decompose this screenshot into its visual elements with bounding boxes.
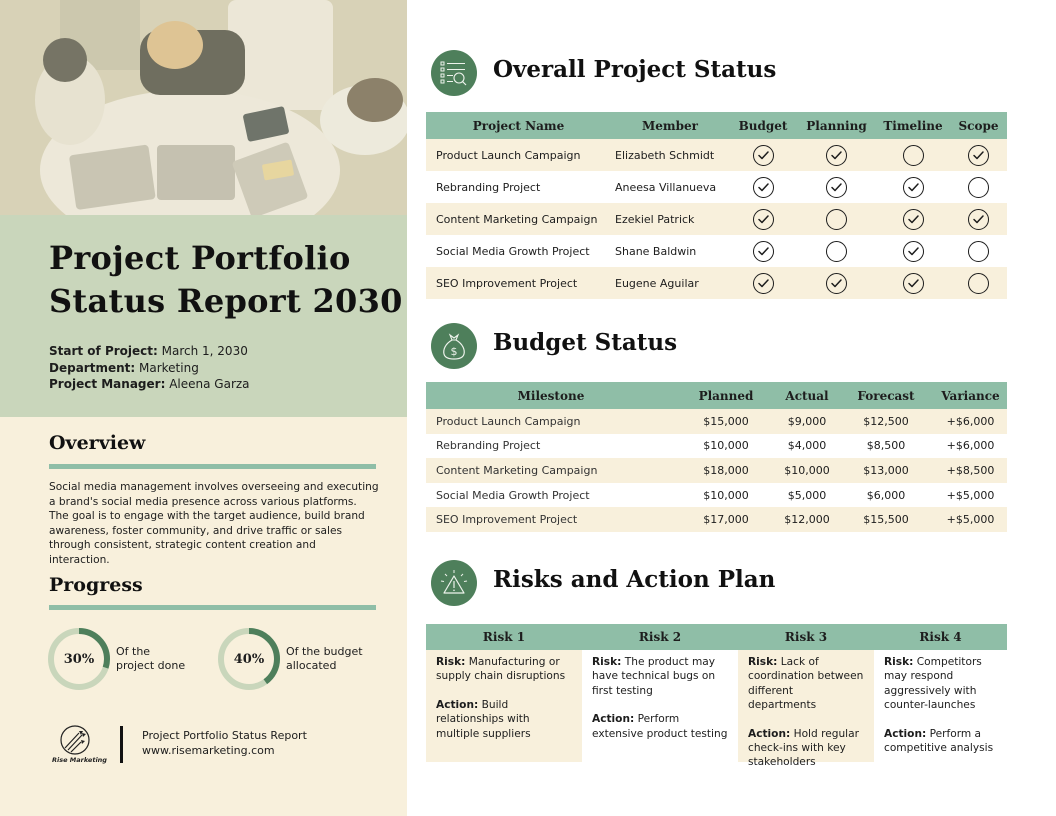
risk-1-risk-text: Manufacturing or supply chain disruptions xyxy=(436,656,566,683)
milestone-cell: Rebranding Project xyxy=(426,434,676,459)
risk-3-title: Risk 3 xyxy=(784,630,828,644)
footer-divider xyxy=(120,726,123,763)
checked-circle-icon xyxy=(903,273,924,294)
planned-cell: $18,000 xyxy=(676,458,776,483)
action-label: Action: xyxy=(884,727,927,740)
actual-cell: $10,000 xyxy=(776,458,838,483)
checked-circle-icon xyxy=(903,241,924,262)
progress-heading: Progress xyxy=(49,574,143,596)
checklist-search-icon xyxy=(431,50,477,96)
empty-circle-icon xyxy=(826,209,847,230)
checked-circle-icon xyxy=(826,145,847,166)
variance-cell: +$5,000 xyxy=(934,483,1007,508)
table-row xyxy=(426,483,1007,508)
project-name-cell: Product Launch Campaign xyxy=(426,139,611,171)
meta-start xyxy=(49,343,250,360)
risk-4-action-text: Perform a competitive analysis xyxy=(884,727,994,755)
member-cell: Ezekiel Patrick xyxy=(611,203,729,235)
meta-department xyxy=(49,360,250,377)
project-name-cell: SEO Improvement Project xyxy=(426,267,611,299)
forecast-cell: $15,500 xyxy=(838,507,934,532)
table-row xyxy=(426,507,1007,532)
checked-circle-icon xyxy=(753,273,774,294)
table-row xyxy=(426,267,1007,299)
logo-text: Rise Marketing xyxy=(52,756,107,764)
checked-circle-icon xyxy=(826,273,847,294)
action-label: Action: xyxy=(436,698,479,711)
planning-status-cell xyxy=(797,203,876,235)
budget-status-cell xyxy=(729,267,797,299)
checked-circle-icon xyxy=(753,145,774,166)
table-header-row xyxy=(426,112,1007,139)
meta-department-label: Department: xyxy=(49,360,136,375)
risk-2-title: Risk 2 xyxy=(638,630,682,644)
meta-manager-value: Aleena Garza xyxy=(169,377,250,391)
col-project-name: Project Name xyxy=(426,112,611,139)
meta-start-label: Start of Project: xyxy=(49,344,158,358)
milestone-cell: Content Marketing Campaign xyxy=(426,458,676,483)
planning-status-cell xyxy=(797,171,876,203)
risk-label: Risk: xyxy=(748,656,778,668)
table-row xyxy=(426,203,1007,235)
actual-cell: $9,000 xyxy=(776,409,838,434)
timeline-status-cell xyxy=(876,267,950,299)
checked-circle-icon xyxy=(968,209,989,230)
overview-text: Social media management involves overseeing and executing a brand's social media presence across various platforms. The goal is to engage with the target audience, build brand awareness, foster community, and drive traffic or sales through consistent, strategic content creation and interaction. xyxy=(49,481,379,566)
meta-start-value: March 1, 2030 xyxy=(161,344,248,358)
col-actual: Actual xyxy=(776,382,838,409)
empty-circle-icon xyxy=(968,273,989,294)
risk-card-3 xyxy=(738,650,874,769)
risks-header-row xyxy=(426,624,1007,650)
table-row xyxy=(426,171,1007,203)
risk-1-action xyxy=(436,698,572,741)
risk-1-risk xyxy=(436,655,572,684)
variance-cell: +$6,000 xyxy=(934,409,1007,434)
checked-circle-icon xyxy=(903,209,924,230)
planning-status-cell xyxy=(797,235,876,267)
risk-label: Risk: xyxy=(592,656,622,668)
table-row xyxy=(426,139,1007,171)
budget-status-heading: Budget Status xyxy=(493,329,678,356)
checked-circle-icon xyxy=(826,177,847,198)
risk-2-risk xyxy=(592,655,728,698)
variance-cell: +$6,000 xyxy=(934,434,1007,459)
checked-circle-icon xyxy=(753,177,774,198)
empty-circle-icon xyxy=(968,241,989,262)
risk-3-risk-text: Lack of coordination between different departments xyxy=(748,656,864,712)
project-name-cell: Social Media Growth Project xyxy=(426,235,611,267)
risk-2-risk-text: The product may have technical bugs on first testing xyxy=(592,656,716,697)
risk-4-action xyxy=(884,727,997,756)
title-block xyxy=(0,215,407,417)
footer-website-link[interactable]: www.risemarketing.com xyxy=(142,744,275,757)
col-forecast: Forecast xyxy=(838,382,934,409)
project-name-cell: Content Marketing Campaign xyxy=(426,203,611,235)
timeline-status-cell xyxy=(876,139,950,171)
risk-2-action-text: Perform extensive product testing xyxy=(592,713,728,740)
budget-status-table xyxy=(426,382,1007,532)
timeline-status-cell xyxy=(876,203,950,235)
overall-status-table xyxy=(426,112,1007,299)
progress-item-project xyxy=(47,627,188,691)
empty-circle-icon xyxy=(903,145,924,166)
svg-text:$: $ xyxy=(450,345,458,358)
empty-circle-icon xyxy=(968,177,989,198)
col-planning: Planning xyxy=(797,112,876,139)
risk-2-action xyxy=(592,712,728,741)
actual-cell: $4,000 xyxy=(776,434,838,459)
member-cell: Shane Baldwin xyxy=(611,235,729,267)
risks-heading: Risks and Action Plan xyxy=(493,566,776,593)
empty-circle-icon xyxy=(826,241,847,262)
report-title xyxy=(49,237,403,323)
timeline-status-cell xyxy=(876,171,950,203)
risk-3-action-text: Hold regular check-ins with key stakeholders xyxy=(748,727,859,769)
forecast-cell: $12,500 xyxy=(838,409,934,434)
col-scope: Scope xyxy=(950,112,1007,139)
timeline-status-cell xyxy=(876,235,950,267)
forecast-cell: $8,500 xyxy=(838,434,934,459)
milestone-cell: SEO Improvement Project xyxy=(426,507,676,532)
budget-status-cell xyxy=(729,171,797,203)
risk-card-1 xyxy=(426,650,582,762)
variance-cell: +$5,000 xyxy=(934,507,1007,532)
table-row xyxy=(426,235,1007,267)
actual-cell: $5,000 xyxy=(776,483,838,508)
scope-status-cell xyxy=(950,235,1007,267)
report-title-line2: Status Report 2030 xyxy=(49,282,403,320)
meta-department-value: Marketing xyxy=(139,360,199,375)
scope-status-cell xyxy=(950,171,1007,203)
col-variance: Variance xyxy=(934,382,1007,409)
table-row xyxy=(426,458,1007,483)
meta-manager-label: Project Manager: xyxy=(49,377,166,391)
table-header-row xyxy=(426,382,1007,409)
col-member: Member xyxy=(611,112,729,139)
scope-status-cell xyxy=(950,267,1007,299)
progress-value: 40% xyxy=(233,651,265,667)
overall-status-heading: Overall Project Status xyxy=(493,56,777,83)
checked-circle-icon xyxy=(903,177,924,198)
project-name-cell: Rebranding Project xyxy=(426,171,611,203)
money-bag-icon xyxy=(431,323,477,369)
report-meta xyxy=(49,343,250,393)
col-timeline: Timeline xyxy=(876,112,950,139)
risk-card-4 xyxy=(874,650,1007,762)
planning-status-cell xyxy=(797,139,876,171)
risk-label: Risk: xyxy=(884,656,914,668)
milestone-cell: Social Media Growth Project xyxy=(426,483,676,508)
risk-3-risk xyxy=(748,655,864,713)
report-title-line1: Project Portfolio xyxy=(49,239,351,277)
checked-circle-icon xyxy=(753,209,774,230)
variance-cell: +$8,500 xyxy=(934,458,1007,483)
action-label: Action: xyxy=(748,727,791,740)
budget-status-cell xyxy=(729,139,797,171)
progress-value: 30% xyxy=(63,651,95,667)
milestone-cell: Product Launch Campaign xyxy=(426,409,676,434)
actual-cell: $12,000 xyxy=(776,507,838,532)
risk-card-2 xyxy=(582,650,738,762)
footer-text xyxy=(142,728,307,758)
member-cell: Aneesa Villanueva xyxy=(611,171,729,203)
planned-cell: $15,000 xyxy=(676,409,776,434)
risk-3-action xyxy=(748,727,864,770)
meta-manager xyxy=(49,376,250,393)
checked-circle-icon xyxy=(968,145,989,166)
warning-triangle-icon xyxy=(431,560,477,606)
action-label: Action: xyxy=(592,713,635,726)
member-cell: Eugene Aguilar xyxy=(611,267,729,299)
overview-heading: Overview xyxy=(49,432,146,454)
progress-ring xyxy=(217,627,281,691)
hero-photo xyxy=(0,0,407,215)
col-planned: Planned xyxy=(676,382,776,409)
risk-label: Risk: xyxy=(436,656,466,668)
col-budget: Budget xyxy=(729,112,797,139)
risk-1-title: Risk 1 xyxy=(482,630,526,644)
progress-label: Of the budget allocated xyxy=(286,645,363,672)
checked-circle-icon xyxy=(753,241,774,262)
forecast-cell: $13,000 xyxy=(838,458,934,483)
member-cell: Elizabeth Schmidt xyxy=(611,139,729,171)
overview-divider xyxy=(49,464,376,469)
planning-status-cell xyxy=(797,267,876,299)
progress-ring xyxy=(47,627,111,691)
forecast-cell: $6,000 xyxy=(838,483,934,508)
col-milestone: Milestone xyxy=(426,382,676,409)
risk-4-risk-text: Competitors may respond aggressively with counter-launches xyxy=(884,656,982,712)
risk-4-title: Risk 4 xyxy=(919,630,962,644)
planned-cell: $10,000 xyxy=(676,434,776,459)
progress-label: Of the project done xyxy=(116,645,186,672)
footer-report-name: Project Portfolio Status Report xyxy=(142,729,307,742)
budget-status-cell xyxy=(729,235,797,267)
progress-item-budget xyxy=(217,627,371,691)
risk-4-risk xyxy=(884,655,997,713)
table-row xyxy=(426,434,1007,459)
left-panel xyxy=(0,0,407,816)
planned-cell: $10,000 xyxy=(676,483,776,508)
budget-status-cell xyxy=(729,203,797,235)
risk-1-action-text: Build relationships with multiple suppliers xyxy=(436,698,531,740)
scope-status-cell xyxy=(950,203,1007,235)
scope-status-cell xyxy=(950,139,1007,171)
table-row xyxy=(426,409,1007,434)
progress-divider xyxy=(49,605,376,610)
planned-cell: $17,000 xyxy=(676,507,776,532)
